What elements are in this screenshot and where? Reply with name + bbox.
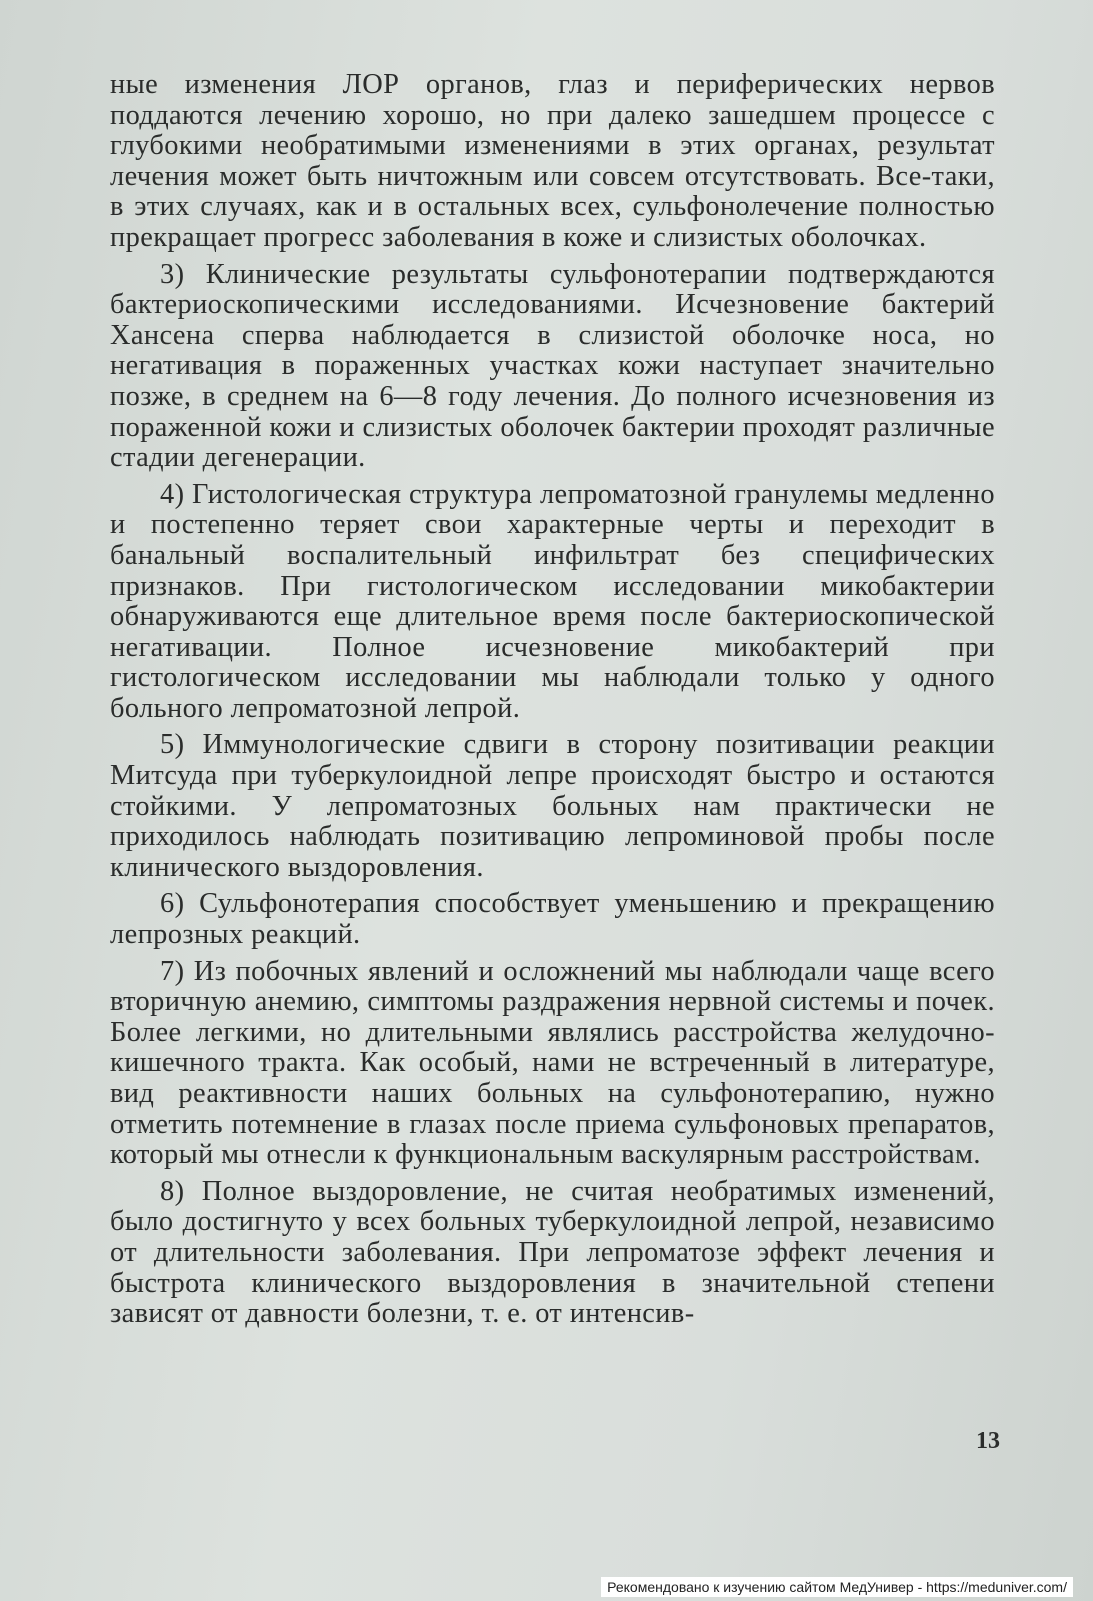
body-text [110,70,995,1336]
page-number: 13 [976,1428,1000,1454]
paragraph-7: 7) Из побочных явлений и осложнений мы наблюдали чаще всего вторичную анемию, симптомы раздражения нервной системы и почек. Более легкими, но длительными являлись расстройства желудочно-кишечного тракта. Как особый, нами не встреченный в литературе, вид реактивности наших больных на сульфонотерапию, нужно отметить потемнение в глазах после приема сульфоновых препаратов, который мы отнесли к функциональным васкулярным расстройствам. [110,955,995,1171]
paragraph-4: 4) Гистологическая структура лепроматозной гранулемы медленно и постепенно теряет свои характерные черты и переходит в банальный воспалительный инфильтрат без специфических признаков. При гистологическом исследовании микобактерии обнаруживаются еще длительное время после бактериоскопической негативации. Полное исчезновение микобактерий при гистологическом исследовании мы наблюдали только у одного больного лепроматозной лепрой. [110,478,995,724]
paragraph-6: 6) Сульфонотерапия способствует уменьшению и прекращению лепрозных реакций. [110,888,995,951]
paragraph-continuation: ные изменения ЛОР органов, глаз и периферических нервов поддаются лечению хорошо, но при далеко зашедшем процессе с глубокими необратимыми изменениями в этих органах, результат лечения может быть ничтожным или совсем отсутствовать. Все-таки, в этих случаях, как и в остальных всех, сульфонолечение полностью прекращает прогресс заболевания в коже и слизистых оболочках. [110,69,995,253]
paragraph-5: 5) Иммунологические сдвиги в сторону позитивации реакции Митсуда при туберкулоидной лепре происходят быстро и остаются стойкими. У лепроматозных больных нам практически не приходилось наблюдать позитивацию лепроминовой пробы после клинического выздоровления. [110,729,995,883]
site-watermark: Рекомендовано к изучению сайтом МедУнивер - https://meduniver.com/ [601,1577,1073,1597]
paragraph-3: 3) Клинические результаты сульфонотерапии подтверждаются бактериоскопическими исследованиями. Исчезновение бактерий Хансена сперва наблюдается в слизистой оболочке носа, но негативация в пораженных участках кожи наступает значительно позже, в среднем на 6—8 году лечения. До полного исчезновения из пораженной кожи и слизистых оболочек бактерии проходят различные стадии дегенерации. [110,258,995,474]
paragraph-8: 8) Полное выздоровление, не считая необратимых изменений, было достигнуто у всех больных туберкулоидной лепрой, независимо от длительности заболевания. При лепроматозе эффект лечения и быстрота клинического выздоровления в значительной степени зависят от давности болезни, т. е. от интенсив- [110,1175,995,1330]
